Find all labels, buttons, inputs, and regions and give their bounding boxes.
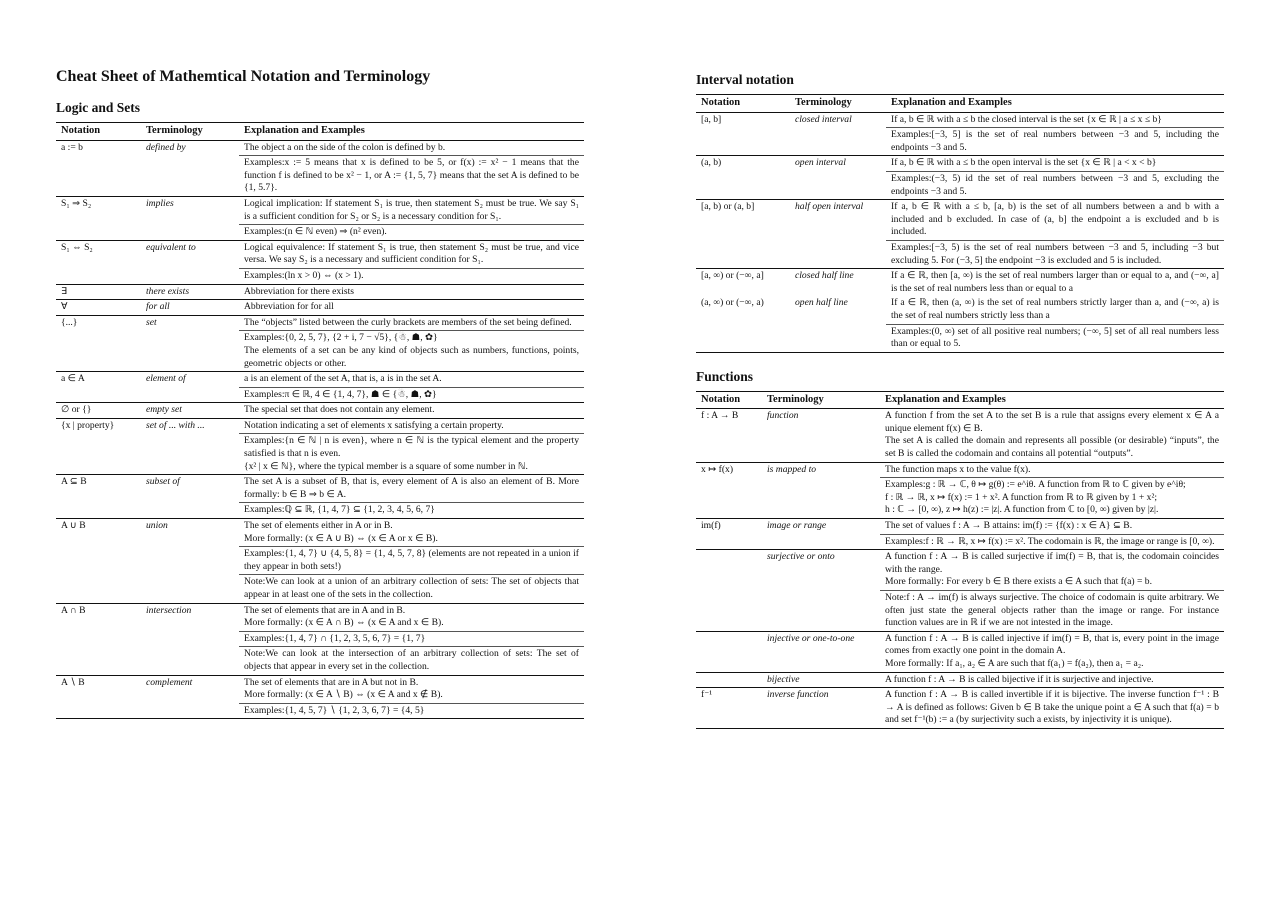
notation-cell: ∀	[56, 300, 141, 316]
table-row	[56, 331, 584, 372]
explanation-cell: The “objects” listed between the curly brackets are members of the set being defined.	[239, 315, 584, 331]
table-row	[696, 550, 1224, 591]
notation-cell	[696, 128, 790, 156]
terminology-header: Terminology	[141, 123, 239, 141]
notation-cell	[56, 575, 141, 603]
terminology-cell: complement	[141, 675, 239, 703]
explanation-header: Explanation and Examples	[880, 391, 1224, 409]
left-column	[56, 68, 584, 733]
terminology-cell: surjective or onto	[762, 550, 880, 591]
table-row	[56, 300, 584, 316]
explanation-cell: The special set that does not contain any element.	[239, 403, 584, 419]
notation-cell: im(f)	[696, 519, 762, 535]
explanation-cell: Examples:(n ∈ ℕ even) ⇒ (n² even).	[239, 225, 584, 241]
terminology-cell	[141, 703, 239, 719]
notation-cell	[696, 631, 762, 672]
table-row	[56, 140, 584, 156]
notation-cell	[56, 631, 141, 647]
notation-cell	[56, 703, 141, 719]
terminology-cell: open half line	[795, 297, 848, 309]
table-row	[56, 631, 584, 647]
section-title: Logic and Sets	[56, 100, 141, 115]
notation-cell: a := b	[61, 141, 83, 153]
table-row	[56, 372, 584, 388]
notation-cell: x ↦ f(x)	[696, 462, 762, 478]
explanation-cell: Notation indicating a set of elements x satisfying a certain property.	[239, 418, 584, 434]
terminology-cell: set	[141, 315, 239, 331]
explanation-cell: The function maps x to the value f(x).	[880, 462, 1224, 478]
explanation-header: Explanation and Examples	[886, 95, 1224, 113]
explanation-cell: Examples:π ∈ ℝ, 4 ∈ {1, 4, 7}, ☗ ∈ {☃, ☗, ✿}	[239, 387, 584, 403]
notation-cell	[696, 591, 762, 632]
explanation-cell: The set of elements that are in A but not in B. More formally: (x ∈ A ∖ B) ⇔ (x ∈ A and x ∉ B).	[239, 675, 584, 703]
notation-table	[696, 94, 1224, 353]
notation-cell	[56, 434, 141, 475]
terminology-cell: is mapped to	[762, 462, 880, 478]
table-row	[56, 240, 584, 268]
notation-cell	[696, 550, 762, 591]
table-row	[696, 296, 1224, 324]
table-row	[56, 418, 584, 434]
explanation-cell: A function f : A → B is called invertible if it is bijective. The inverse function f⁻¹ : B → A is defined as follows: Given b ∈ B take the unique point a ∈ A such that f(a) = b and set f⁻¹(b) := a (by surjectivity such a exists, by injectivity it is unique).	[880, 688, 1224, 729]
table-row	[56, 647, 584, 675]
notation-cell: {...}	[56, 315, 141, 331]
terminology-cell	[762, 534, 880, 550]
explanation-cell: Logical implication: If statement S₁ is true, then statement S₂ must be true. We say S₁ is a sufficient condition for S₂ or S₂ is a necessary condition for S₁.	[239, 196, 584, 224]
explanation-cell: A function f : A → B is called bijective if it is surjective and injective.	[880, 672, 1224, 688]
section-interval	[696, 72, 1224, 353]
notation-cell: A ∪ B	[56, 519, 141, 547]
table-row	[56, 703, 584, 719]
table-row	[696, 200, 1224, 241]
notation-table	[696, 391, 1224, 729]
terminology-cell: element of	[141, 372, 239, 388]
notation-cell: ∃	[56, 284, 141, 300]
table-row	[56, 156, 584, 197]
notation-cell	[56, 387, 141, 403]
section-logic	[56, 100, 584, 719]
terminology-cell: for all	[141, 300, 239, 316]
notation-cell	[696, 672, 762, 688]
terminology-cell	[141, 387, 239, 403]
terminology-cell	[141, 547, 239, 575]
notation-cell: (a, b)	[696, 156, 790, 172]
terminology-cell	[141, 156, 239, 197]
table-row	[696, 112, 1224, 128]
table-row	[696, 269, 1224, 297]
terminology-cell: open interval	[790, 156, 886, 172]
table-row	[56, 387, 584, 403]
explanation-cell: Examples:{1, 4, 7} ∪ {4, 5, 8} = {1, 4, 5, 7, 8} (elements are not repeated in a union if they appear in both sets!)	[239, 547, 584, 575]
terminology-cell	[762, 478, 880, 519]
terminology-cell	[141, 434, 239, 475]
explanation-cell: A function f : A → B is called surjective if im(f) = B, that is, the codomain coincides with the range. More formally: For every b ∈ B there exists a ∈ A such that f(a) = b.	[880, 550, 1224, 591]
explanation-cell: The set A is a subset of B, that is, every element of A is also an element of B. More formally: b ∈ B ⇒ b ∈ A.	[239, 475, 584, 503]
explanation-cell: Examples:(ln x > 0) ⇔ (x > 1).	[239, 268, 584, 284]
explanation-cell: If a ∈ ℝ, then (a, ∞) is the set of real numbers strictly larger than a, and (−∞, a) is the set of real numbers strictly less than a	[891, 297, 1219, 321]
explanation-cell: The set of values f : A → B attains: im(f) := {f(x) : x ∈ A} ⊆ B.	[880, 519, 1224, 535]
table-row	[56, 434, 584, 475]
terminology-cell: implies	[141, 196, 239, 224]
table-row	[696, 688, 1224, 729]
notation-cell: [a, ∞) or (−∞, a]	[696, 269, 790, 297]
table-row	[56, 475, 584, 503]
table-row	[56, 403, 584, 419]
notation-cell: ∅ or {}	[56, 403, 141, 419]
explanation-cell: A function f : A → B is called injective if im(f) = B, that is, every point in the image comes from exactly one point in the domain A. More formally: If a₁, a₂ ∈ A are such that f(a₁) = f(a₂), then a₁ = a₂.	[880, 631, 1224, 672]
page-title: Cheat Sheet of Mathemtical Notation and Terminology	[56, 68, 431, 85]
terminology-cell: closed half line	[790, 269, 886, 297]
notation-cell: S₁ ⇒ S₂	[56, 196, 141, 224]
terminology-header: Terminology	[762, 391, 880, 409]
terminology-cell	[762, 591, 880, 632]
terminology-cell	[141, 331, 239, 372]
notation-cell: a ∈ A	[56, 372, 141, 388]
terminology-cell	[790, 240, 886, 268]
right-column	[696, 72, 1224, 743]
explanation-cell: If a, b ∈ ℝ with a ≤ b the open interval is the set {x ∈ ℝ | a < x < b}	[886, 156, 1224, 172]
notation-cell	[56, 225, 141, 241]
explanation-cell: The set of elements that are in A and in B. More formally: (x ∈ A ∩ B) ⇔ (x ∈ A and x ∈ B).	[239, 603, 584, 631]
terminology-cell: set of ... with ...	[141, 418, 239, 434]
explanation-cell: The set of elements either in A or in B. More formally: (x ∈ A ∪ B) ⇔ (x ∈ A or x ∈ B).	[239, 519, 584, 547]
table-row	[696, 672, 1224, 688]
table-row	[696, 534, 1224, 550]
notation-cell: S₁ ⇔ S₂	[56, 240, 141, 268]
explanation-cell: If a, b ∈ ℝ with a ≤ b the closed interval is the set {x ∈ ℝ | a ≤ x ≤ b}	[891, 113, 1162, 125]
terminology-cell: bijective	[762, 672, 880, 688]
terminology-cell: union	[141, 519, 239, 547]
terminology-cell: equivalent to	[141, 240, 239, 268]
terminology-header: Terminology	[790, 95, 886, 113]
terminology-cell: image or range	[762, 519, 880, 535]
notation-cell: A ∩ B	[56, 603, 141, 631]
terminology-cell	[141, 631, 239, 647]
terminology-cell: there exists	[141, 284, 239, 300]
notation-cell	[56, 547, 141, 575]
explanation-cell: A function f from the set A to the set B is a rule that assigns every element x ∈ A a unique element f(x) ∈ B. The set A is called the domain and represents all possible (or desirable) “inputs”, the set B is called the codomain and contains all potential “outputs”.	[885, 410, 1219, 460]
table-row	[696, 478, 1224, 519]
table-row	[696, 462, 1224, 478]
section-title: Functions	[696, 368, 754, 384]
terminology-cell	[141, 503, 239, 519]
terminology-cell	[790, 324, 886, 352]
explanation-cell: Note:We can look at a union of an arbitrary collection of sets: The set of objects that appear in at least one of the sets in the collection.	[239, 575, 584, 603]
notation-cell: f⁻¹	[696, 688, 762, 729]
terminology-cell: subset of	[141, 475, 239, 503]
terminology-cell	[141, 575, 239, 603]
terminology-cell	[141, 647, 239, 675]
notation-cell: [a, b) or (a, b]	[696, 200, 790, 241]
table-row	[56, 675, 584, 703]
table-row	[696, 171, 1224, 199]
explanation-cell: Examples:{0, 2, 5, 7}, {2 + i, 7 − √5}, {☃, ☗, ✿} The elements of a set can be any kind of objects such as numbers, functions, points, geometric objects or other.	[239, 331, 584, 372]
table-row	[696, 631, 1224, 672]
explanation-cell: Examples:f : ℝ → ℝ, x ↦ f(x) := x². The codomain is ℝ, the image or range is [0, ∞).	[880, 534, 1224, 550]
notation-cell	[56, 647, 141, 675]
explanation-cell: Examples:{1, 4, 7} ∩ {1, 2, 3, 5, 6, 7} = {1, 7}	[239, 631, 584, 647]
explanation-cell: If a, b ∈ ℝ with a ≤ b, [a, b) is the set of all numbers between a and b with a included and b excluded. In case of (a, b] the endpoint a is excluded and b is included.	[886, 200, 1224, 241]
table-row	[696, 409, 1224, 462]
notation-cell: A ∖ B	[56, 675, 141, 703]
table-row	[696, 324, 1224, 352]
notation-header: Notation	[696, 391, 762, 409]
explanation-cell: Note:f : A → im(f) is always surjective. The choice of codomain is quite arbitrary. We often just state the general objects rather than the image or range. For instance function values are in ℝ if we are not intested in the image.	[880, 591, 1224, 632]
explanation-cell: Note:We can look at the intersection of an arbitrary collection of sets: The set of objects that appear in every set in the collection.	[239, 647, 584, 675]
terminology-cell: inverse function	[762, 688, 880, 729]
table-row	[56, 603, 584, 631]
terminology-cell: injective or one-to-one	[762, 631, 880, 672]
terminology-cell: defined by	[146, 141, 186, 153]
table-row	[56, 575, 584, 603]
terminology-cell	[790, 171, 886, 199]
table-row	[56, 284, 584, 300]
notation-header: Notation	[696, 95, 790, 113]
explanation-cell: Abbreviation for there exists	[239, 284, 584, 300]
notation-cell	[696, 478, 762, 519]
table-row	[56, 268, 584, 284]
explanation-cell: Examples:[−3, 5] is the set of real numbers between −3 and 5, including the endpoints −3 and 5.	[886, 128, 1224, 156]
explanation-header: Explanation and Examples	[239, 123, 584, 141]
notation-cell	[56, 503, 141, 519]
table-row	[56, 196, 584, 224]
terminology-cell	[141, 225, 239, 241]
table-row	[56, 315, 584, 331]
section-title: Interval notation	[696, 72, 794, 87]
notation-cell	[56, 331, 141, 372]
explanation-cell: a is an element of the set A, that is, a is in the set A.	[239, 372, 584, 388]
notation-cell	[696, 171, 790, 199]
notation-cell: (a, ∞) or (−∞, a)	[701, 297, 764, 309]
table-row	[696, 240, 1224, 268]
terminology-cell: half open interval	[790, 200, 886, 241]
table-row	[56, 519, 584, 547]
section-functions	[696, 369, 1224, 729]
explanation-cell: Abbreviation for for all	[239, 300, 584, 316]
explanation-cell: Examples:{n ∈ ℕ | n is even}, where n ∈ ℕ is the typical element and the property satisfied is that n is even. {x² | x ∈ ℕ}, where the typical member is a square of some number in ℕ.	[239, 434, 584, 475]
notation-cell	[696, 240, 790, 268]
table-row	[696, 128, 1224, 156]
explanation-cell: Examples:g : ℝ → ℂ, θ ↦ g(θ) := e^iθ. A function from ℝ to ℂ given by e^iθ; f : ℝ → ℝ, x ↦ f(x) := 1 + x². A function from ℝ to ℝ given by 1 + x²; h : ℂ → [0, ∞), z ↦ h(z) := |z|. A function from ℂ to [0, ∞) given by |z|.	[880, 478, 1224, 519]
terminology-cell: function	[767, 410, 799, 422]
notation-cell	[56, 156, 141, 197]
explanation-cell: Examples:x := 5 means that x is defined to be 5, or f(x) := x² − 1 means that the function f is defined to be x² − 1, or A := {1, 5, 7} means that the set A is defined to be {1, 5.7}.	[239, 156, 584, 197]
terminology-cell: intersection	[141, 603, 239, 631]
table-row	[696, 591, 1224, 632]
explanation-cell: Logical equivalence: If statement S₁ is true, then statement S₂ must be true, and vice versa. We say S₂ is a necessary and sufficient condition for S₁.	[239, 240, 584, 268]
terminology-cell	[790, 128, 886, 156]
explanation-cell: Examples:(−3, 5) id the set of real numbers between −3 and 5, excluding the endpoints −3 and 5.	[886, 171, 1224, 199]
notation-cell: A ⊆ B	[56, 475, 141, 503]
explanation-cell: The object a on the side of the colon is defined by b.	[244, 141, 446, 153]
notation-header: Notation	[56, 123, 141, 141]
explanation-cell: Examples:{1, 4, 5, 7} ∖ {1, 2, 3, 6, 7} = {4, 5}	[239, 703, 584, 719]
table-row	[56, 503, 584, 519]
notation-cell: {x | property}	[56, 418, 141, 434]
terminology-cell: closed interval	[795, 113, 852, 125]
notation-cell	[696, 324, 790, 352]
table-row	[696, 519, 1224, 535]
notation-cell	[696, 534, 762, 550]
notation-table	[56, 122, 584, 719]
table-row	[56, 225, 584, 241]
notation-cell	[56, 268, 141, 284]
explanation-cell: Examples:[−3, 5) is the set of real numbers between −3 and 5, including −3 but excluding 5. For (−3, 5] the endpoint −3 is excluded and 5 is included.	[886, 240, 1224, 268]
notation-cell: f : A → B	[701, 410, 739, 422]
notation-cell: [a, b]	[701, 113, 722, 125]
explanation-cell: If a ∈ ℝ, then [a, ∞) is the set of real numbers larger than or equal to a, and (−∞, a] is the set of real numbers less than or equal to a	[886, 269, 1224, 297]
table-row	[56, 547, 584, 575]
explanation-cell: Examples:ℚ ⊆ ℝ, {1, 4, 7} ⊆ {1, 2, 3, 4, 5, 6, 7}	[239, 503, 584, 519]
terminology-cell: empty set	[141, 403, 239, 419]
explanation-cell: Examples:(0, ∞) set of all positive real numbers; (−∞, 5] set of all real numbers less than or equal to 5.	[886, 324, 1224, 352]
terminology-cell	[141, 268, 239, 284]
table-row	[696, 156, 1224, 172]
